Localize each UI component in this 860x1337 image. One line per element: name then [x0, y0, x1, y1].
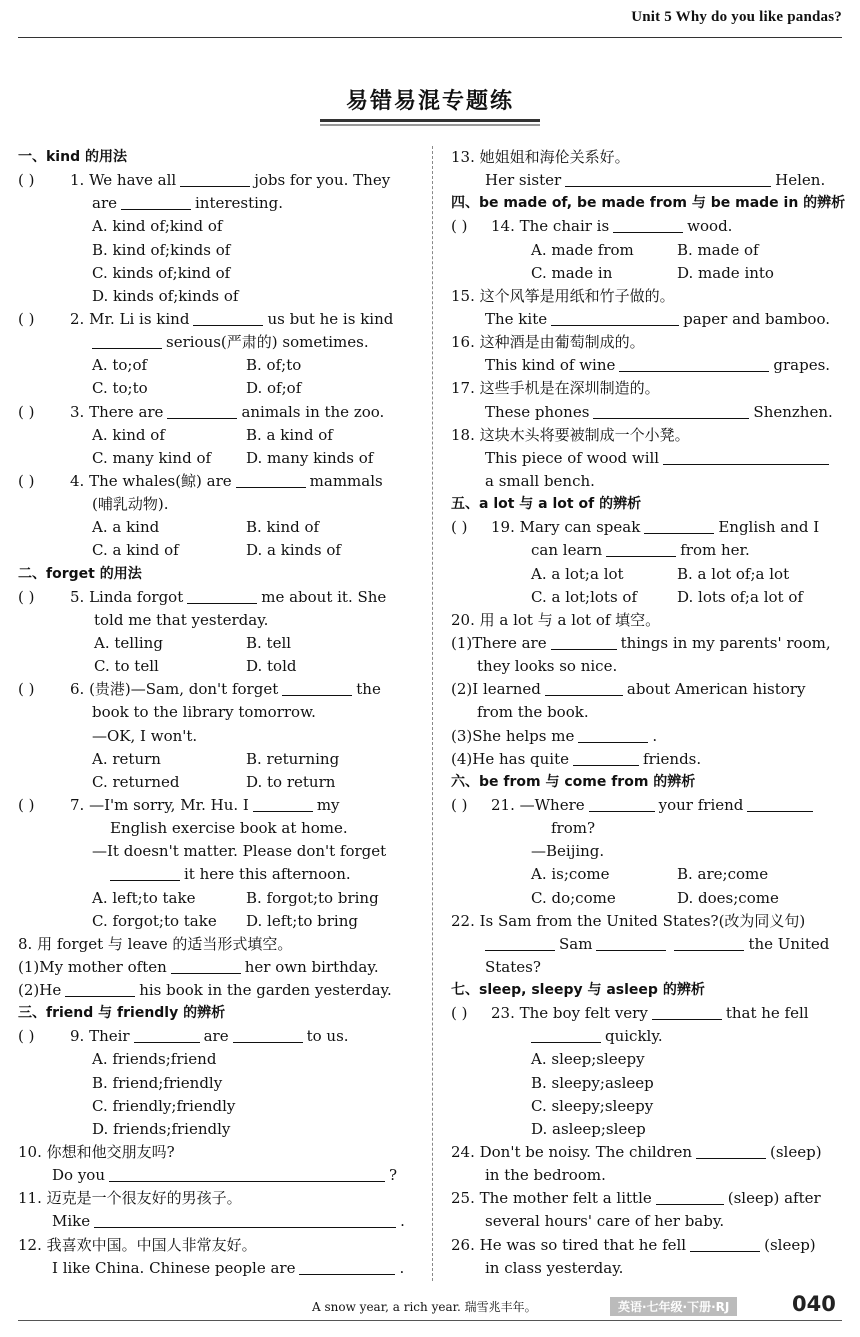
question-text: told me that yesterday.: [94, 610, 269, 629]
option[interactable]: A. a kind: [92, 518, 160, 537]
question-text: Mike .: [52, 1212, 405, 1231]
option[interactable]: C. friendly;friendly: [92, 1096, 236, 1115]
option[interactable]: C. made in: [531, 263, 613, 282]
option[interactable]: D. a kinds of: [246, 541, 341, 560]
column-divider: [432, 146, 433, 1281]
header-rule: [18, 37, 842, 38]
answer-paren: ( ): [18, 471, 35, 490]
answer-blank[interactable]: [92, 333, 162, 349]
option[interactable]: B. a lot of;a lot: [677, 564, 790, 583]
option[interactable]: A. kind of: [92, 425, 165, 444]
option[interactable]: C. to tell: [94, 657, 159, 676]
option[interactable]: C. sleepy;sleepy: [531, 1096, 654, 1115]
option-line: [451, 1048, 844, 1071]
section-heading: 五、a lot 与 a lot of 的辨析: [451, 496, 642, 513]
question-line: [451, 215, 844, 238]
option[interactable]: B. kind of: [246, 518, 320, 537]
question-line: [18, 1187, 414, 1210]
option-line: [18, 262, 414, 285]
answer-paren: ( ): [18, 171, 35, 190]
question-line: [451, 1164, 844, 1187]
option[interactable]: D. told: [246, 657, 297, 676]
option-line: [18, 215, 414, 238]
option-line: [18, 516, 414, 539]
question-line: [451, 678, 844, 701]
question-line: [451, 1141, 844, 1164]
question-text: 22. Is Sam from the United States?(改为同义句): [451, 911, 806, 930]
question-line: [18, 586, 414, 609]
option-line: [18, 910, 414, 933]
question-text: 5. Linda forgot me about it. She: [70, 587, 387, 606]
option-line: [18, 377, 414, 400]
answer-blank[interactable]: [94, 1212, 396, 1228]
option-line: [451, 1118, 844, 1141]
question-text: (2)He his book in the garden yesterday.: [18, 981, 392, 1000]
option[interactable]: C. forgot;to take: [92, 911, 217, 930]
question-text: (1)There are things in my parents' room,: [451, 633, 831, 652]
question-text: they looks so nice.: [477, 657, 618, 676]
question-text: from the book.: [477, 703, 589, 722]
question-line: [451, 748, 844, 771]
question-text: —It doesn't matter. Please don't forget: [92, 842, 387, 861]
question-text: 20. 用 a lot 与 a lot of 填空。: [451, 610, 661, 629]
question-line: [451, 285, 844, 308]
question-text: in the bedroom.: [485, 1166, 606, 1185]
question-text: (2)I learned about American history: [451, 680, 806, 699]
option[interactable]: D. made into: [677, 263, 774, 282]
option[interactable]: D. kinds of;kinds of: [92, 286, 239, 305]
option[interactable]: A. return: [92, 749, 161, 768]
option-line: [451, 239, 844, 262]
option[interactable]: C. returned: [92, 772, 180, 791]
answer-blank[interactable]: [596, 935, 666, 951]
answer-paren: ( ): [18, 587, 35, 606]
question-text: Sam the United: [485, 933, 829, 956]
option-line: [18, 239, 414, 262]
question-line: [18, 840, 414, 863]
question-text: States?: [485, 957, 541, 976]
question-line: [451, 933, 844, 956]
option[interactable]: C. many kind of: [92, 448, 212, 467]
question-text: 10. 你想和他交朋友吗?: [18, 1143, 175, 1162]
answer-blank[interactable]: [485, 935, 555, 951]
question-line: [451, 1002, 844, 1025]
answer-blank[interactable]: [663, 449, 829, 465]
question-line: [451, 794, 844, 817]
option-line: [18, 1118, 414, 1141]
question-line: [451, 701, 844, 724]
option-line: [451, 887, 844, 910]
question-line: [451, 1257, 844, 1280]
question-line: [18, 1210, 414, 1233]
question-line: [451, 516, 844, 539]
question-text: 7. —I'm sorry, Mr. Hu. I my: [70, 795, 340, 814]
question-text: 14. The chair is wood.: [491, 217, 733, 236]
answer-blank[interactable]: [573, 750, 639, 766]
question-line: [18, 701, 414, 724]
question-line: [451, 169, 844, 192]
option[interactable]: D. friends;friendly: [92, 1119, 231, 1138]
option[interactable]: D. of;of: [246, 379, 302, 398]
answer-blank[interactable]: [652, 1004, 722, 1020]
section-heading: 三、friend 与 friendly 的辨析: [18, 1005, 226, 1022]
page-footer: [0, 1290, 860, 1337]
question-text: 26. He was so tired that he fell (sleep): [451, 1235, 816, 1254]
question-text: a small bench.: [485, 471, 595, 490]
question-line: [451, 910, 844, 933]
question-line: [18, 1257, 414, 1280]
question-text: These phones Shenzhen.: [485, 402, 833, 421]
option-line: [451, 262, 844, 285]
answer-blank[interactable]: [233, 1027, 303, 1043]
question-line: [18, 470, 414, 493]
question-text: 1. We have all jobs for you. They: [70, 171, 391, 190]
question-line: [18, 1025, 414, 1048]
question-text: 11. 迈克是一个很友好的男孩子。: [18, 1189, 242, 1208]
question-line: [451, 1187, 844, 1210]
question-text: This piece of wood will: [485, 447, 833, 470]
question-line: [18, 1234, 414, 1257]
option[interactable]: A. is;come: [531, 865, 610, 884]
option-line: [451, 586, 844, 609]
question-text: 6. (贵港)—Sam, don't forget the: [70, 680, 381, 699]
question-line: [451, 401, 844, 424]
answer-blank[interactable]: [593, 403, 749, 419]
question-line: [451, 424, 844, 447]
question-line: [451, 1025, 844, 1048]
question-text: —OK, I won't.: [92, 726, 198, 745]
option[interactable]: B. forgot;to bring: [246, 888, 379, 907]
answer-blank[interactable]: [551, 634, 617, 650]
question-line: [451, 377, 844, 400]
question-text: serious(严肃的) sometimes.: [92, 331, 369, 354]
question-line: [451, 146, 844, 169]
option[interactable]: A. to;of: [92, 356, 148, 375]
question-text: English exercise book at home.: [110, 819, 348, 838]
question-text: quickly.: [531, 1025, 663, 1048]
question-text: 9. Their are to us.: [70, 1027, 349, 1046]
answer-blank[interactable]: [747, 796, 813, 812]
question-text: are interesting.: [92, 194, 283, 213]
left-column: [18, 146, 414, 1280]
answer-paren: ( ): [18, 402, 35, 421]
option[interactable]: B. are;come: [677, 865, 769, 884]
option[interactable]: C. to;to: [92, 379, 148, 398]
answer-blank[interactable]: [545, 680, 623, 696]
question-line: [18, 331, 414, 354]
question-text: 24. Don't be noisy. The children (sleep): [451, 1143, 822, 1162]
question-text: 4. The whales(鲸) are mammals: [70, 471, 383, 490]
answer-blank[interactable]: [299, 1259, 395, 1275]
option-line: [18, 887, 414, 910]
option-line: [18, 285, 414, 308]
question-line: [18, 725, 414, 748]
question-line: [18, 863, 414, 886]
option[interactable]: B. returning: [246, 749, 340, 768]
option-line: [451, 1095, 844, 1118]
answer-blank[interactable]: [167, 403, 237, 419]
option-line: [18, 748, 414, 771]
answer-blank[interactable]: [531, 1027, 601, 1043]
question-line: [451, 331, 844, 354]
option-line: [18, 1072, 414, 1095]
question-line: [18, 933, 414, 956]
question-text: from?: [551, 819, 596, 838]
option-line: [18, 632, 414, 655]
question-text: 23. The boy felt very that he fell: [491, 1004, 809, 1023]
option[interactable]: B. kind of;kinds of: [92, 240, 231, 259]
answer-blank[interactable]: [589, 796, 655, 812]
answer-blank[interactable]: [180, 171, 250, 187]
option[interactable]: B. made of: [677, 240, 759, 259]
answer-paren: ( ): [451, 518, 468, 537]
question-text: (3)She helps me .: [451, 726, 658, 745]
question-line: [451, 470, 844, 493]
option[interactable]: A. left;to take: [92, 888, 196, 907]
question-text: 3. There are animals in the zoo.: [70, 402, 385, 421]
option[interactable]: D. asleep;sleep: [531, 1119, 646, 1138]
option[interactable]: B. sleepy;asleep: [531, 1073, 654, 1092]
page-number: 040: [792, 1292, 836, 1316]
question-text: This kind of wine grapes.: [485, 356, 831, 375]
section-heading: 六、be from 与 come from 的辨析: [451, 773, 696, 790]
question-line: [451, 609, 844, 632]
question-text: 17. 这些手机是在深圳制造的。: [451, 379, 660, 398]
answer-paren: ( ): [18, 680, 35, 699]
answer-blank[interactable]: [551, 310, 679, 326]
question-text: in class yesterday.: [485, 1258, 624, 1277]
option[interactable]: C. a lot;lots of: [531, 587, 638, 606]
question-text: Her sister Helen.: [485, 171, 826, 190]
question-line: [18, 794, 414, 817]
option[interactable]: C. kinds of;kind of: [92, 263, 231, 282]
option[interactable]: D. does;come: [677, 888, 779, 907]
question-text: (1)My mother often her own birthday.: [18, 957, 379, 976]
option-line: [18, 1095, 414, 1118]
question-line: [18, 1164, 414, 1187]
option[interactable]: B. friend;friendly: [92, 1073, 223, 1092]
option-line: [18, 539, 414, 562]
question-text: can learn from her.: [531, 541, 750, 560]
option-line: [18, 771, 414, 794]
answer-blank[interactable]: [187, 588, 257, 604]
section-heading: 一、kind 的用法: [18, 149, 127, 165]
answer-paren: ( ): [451, 217, 468, 236]
question-line: [18, 817, 414, 840]
question-line: [18, 493, 414, 516]
question-line: [451, 632, 844, 655]
question-text: 16. 这种酒是由葡萄制成的。: [451, 333, 645, 352]
answer-blank[interactable]: [644, 518, 714, 534]
question-text: (哺乳动物).: [92, 495, 169, 514]
unit-title: Unit 5 Why do you like pandas?: [631, 9, 842, 25]
option[interactable]: A. telling: [94, 633, 163, 652]
question-text: 25. The mother felt a little (sleep) after: [451, 1189, 821, 1208]
question-line: [451, 1210, 844, 1233]
question-line: [451, 725, 844, 748]
option[interactable]: C. a kind of: [92, 541, 179, 560]
answer-blank[interactable]: [613, 217, 683, 233]
answer-blank[interactable]: [65, 981, 135, 997]
question-line: [18, 979, 414, 1002]
question-line: [18, 169, 414, 192]
option-line: [451, 863, 844, 886]
footer-rule: [18, 1320, 842, 1321]
answer-blank[interactable]: [656, 1189, 724, 1205]
question-line: [18, 401, 414, 424]
answer-blank[interactable]: [109, 1166, 385, 1182]
option[interactable]: D. to return: [246, 772, 336, 791]
option[interactable]: A. a lot;a lot: [531, 564, 624, 583]
option-line: [18, 354, 414, 377]
option[interactable]: A. kind of;kind of: [92, 217, 223, 236]
answer-blank[interactable]: [282, 680, 352, 696]
question-text: it here this afternoon.: [110, 863, 351, 886]
answer-paren: ( ): [451, 1004, 468, 1023]
answer-blank[interactable]: [674, 935, 744, 951]
question-text: 13. 她姐姐和海伦关系好。: [451, 148, 630, 166]
option[interactable]: B. a kind of: [246, 425, 333, 444]
question-text: 19. Mary can speak English and I: [491, 518, 820, 537]
question-text: The kite paper and bamboo.: [485, 309, 830, 328]
question-line: [18, 956, 414, 979]
page-header: [0, 0, 860, 40]
footer-motto: A snow year, a rich year. 瑞雪兆丰年。: [312, 1300, 537, 1314]
question-text: 2. Mr. Li is kind us but he is kind: [70, 309, 394, 328]
answer-blank[interactable]: [253, 796, 313, 812]
answer-blank[interactable]: [565, 171, 771, 187]
question-text: 18. 这块木头将要被制成一个小凳。: [451, 425, 690, 444]
answer-blank[interactable]: [171, 958, 241, 974]
question-line: [451, 447, 844, 470]
question-text: 15. 这个风筝是用纸和竹子做的。: [451, 286, 675, 305]
question-text: 12. 我喜欢中国。中国人非常友好。: [18, 1235, 257, 1254]
question-line: [18, 1141, 414, 1164]
answer-blank[interactable]: [690, 1236, 760, 1252]
answer-blank[interactable]: [578, 727, 648, 743]
option[interactable]: C. do;come: [531, 888, 616, 907]
option[interactable]: A. friends;friend: [92, 1050, 217, 1069]
answer-paren: ( ): [18, 795, 35, 814]
option[interactable]: B. of;to: [246, 356, 302, 375]
footer-badge: 英语·七年级·下册·RJ: [610, 1297, 737, 1316]
option[interactable]: D. many kinds of: [246, 448, 374, 467]
question-line: [451, 840, 844, 863]
title-area: [0, 84, 860, 122]
question-line: [451, 655, 844, 678]
question-text: 8. 用 forget 与 leave 的适当形式填空。: [18, 934, 293, 953]
answer-blank[interactable]: [134, 1027, 200, 1043]
section-heading: 七、sleep, sleepy 与 asleep 的辨析: [451, 982, 705, 999]
answer-paren: ( ): [18, 1027, 35, 1046]
question-text: book to the library tomorrow.: [92, 703, 316, 722]
question-line: [18, 678, 414, 701]
question-line: [18, 609, 414, 632]
question-text: —Beijing.: [531, 842, 605, 861]
answer-blank[interactable]: [619, 356, 769, 372]
option-line: [18, 655, 414, 678]
option[interactable]: D. left;to bring: [246, 911, 358, 930]
option-line: [451, 1072, 844, 1095]
answer-blank[interactable]: [696, 1143, 766, 1159]
question-text: 21. —Where your friend: [491, 794, 817, 817]
option[interactable]: A. sleep;sleepy: [531, 1050, 645, 1069]
question-line: [18, 192, 414, 215]
page-title: 易错易混专题练: [320, 84, 540, 122]
answer-blank[interactable]: [193, 310, 263, 326]
section-heading: 二、forget 的用法: [18, 565, 142, 582]
question-line: [451, 817, 844, 840]
question-text: several hours' care of her baby.: [485, 1212, 725, 1231]
option-line: [18, 447, 414, 470]
option[interactable]: A. made from: [531, 240, 634, 259]
question-line: [451, 539, 844, 562]
option-line: [451, 563, 844, 586]
question-line: [18, 308, 414, 331]
question-text: Do you ?: [52, 1166, 398, 1185]
answer-paren: ( ): [18, 309, 35, 328]
answer-blank[interactable]: [236, 472, 306, 488]
question-line: [451, 308, 844, 331]
option-line: [18, 424, 414, 447]
answer-blank[interactable]: [606, 541, 676, 557]
question-line: [451, 1234, 844, 1257]
question-line: [451, 354, 844, 377]
question-text: (4)He has quite friends.: [451, 749, 702, 768]
answer-blank[interactable]: [110, 865, 180, 881]
option-line: [18, 1048, 414, 1071]
answer-paren: ( ): [451, 795, 468, 814]
option[interactable]: B. tell: [246, 633, 292, 652]
section-heading: 四、be made of, be made from 与 be made in 的辨析: [451, 195, 846, 212]
answer-blank[interactable]: [121, 194, 191, 210]
option[interactable]: D. lots of;a lot of: [677, 587, 803, 606]
question-line: [451, 956, 844, 979]
question-text: I like China. Chinese people are .: [52, 1258, 405, 1277]
right-column: [451, 146, 844, 1280]
